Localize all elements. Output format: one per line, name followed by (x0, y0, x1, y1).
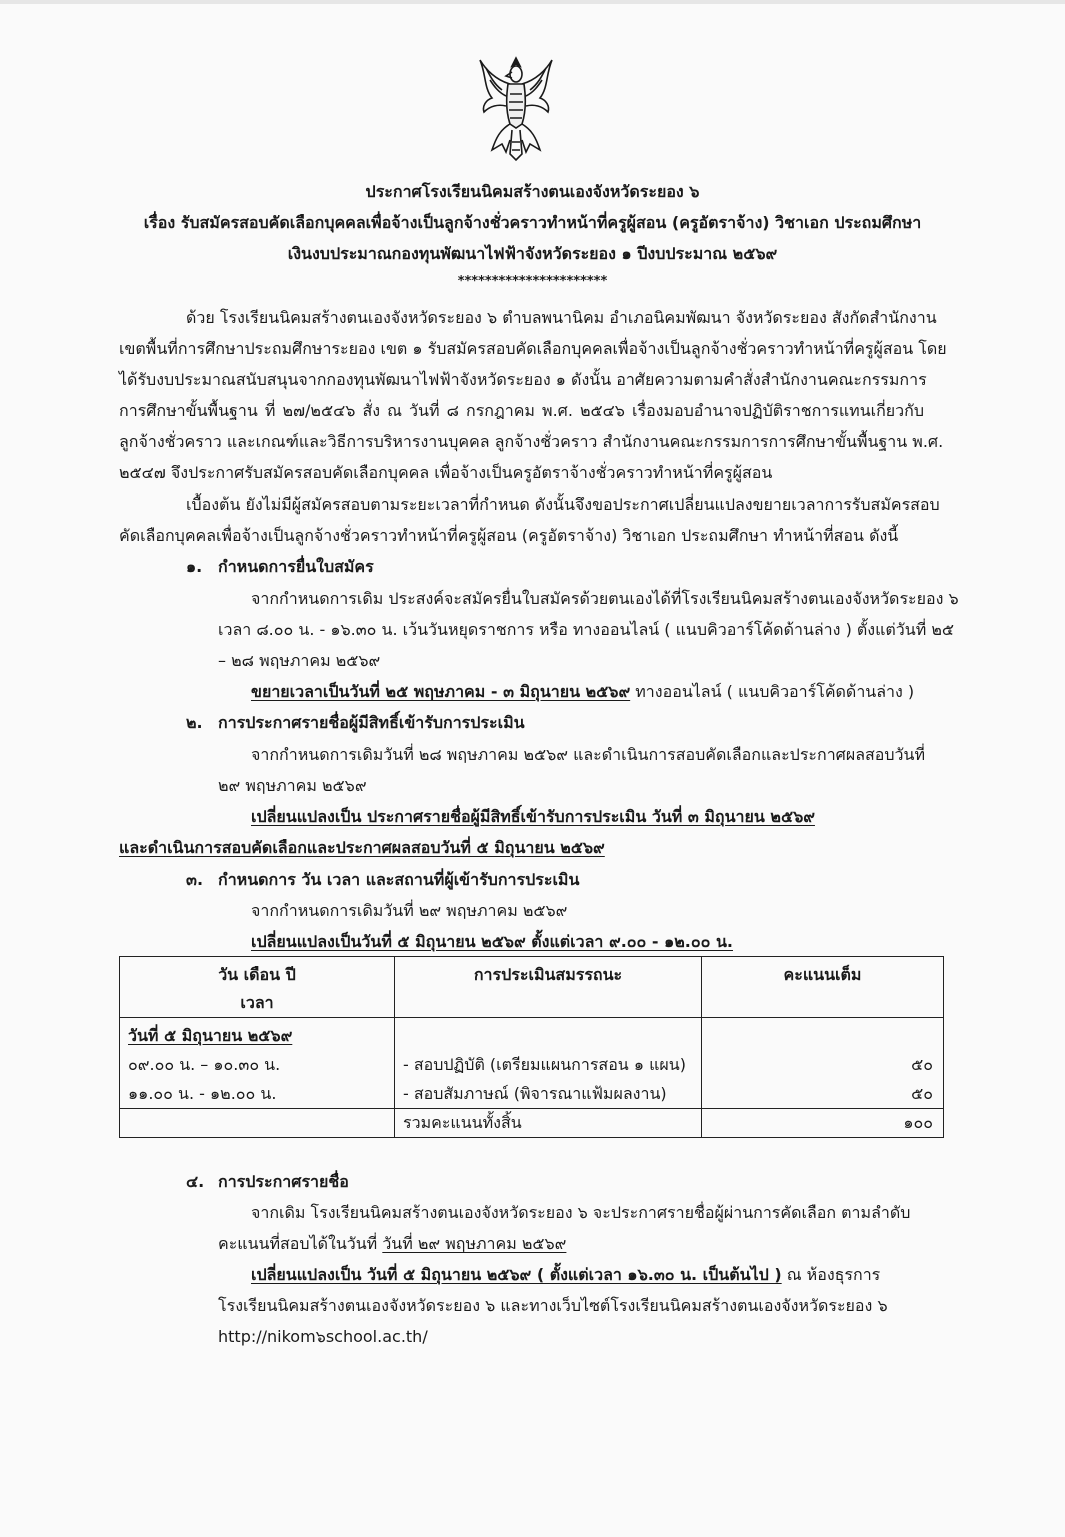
practical-exam: - สอบปฏิบัติ (เตรียมแผนการสอน ๑ แผน) (403, 1055, 686, 1074)
announcement-subject: เรื่อง รับสมัครสอบคัดเลือกบุคคลเพื่อจ้างเป็นลูกจ้างชั่วคราวทำหน้าที่ครูผู้สอน (ครูอัตราจ้าง) วิชาเอก ประถมศึกษา (143, 213, 922, 232)
section4-number: ๔. (186, 1172, 205, 1191)
school-website-link[interactable]: http://nikom๖school.ac.th/ (218, 1327, 428, 1346)
table-header-row (120, 957, 944, 1018)
section4-line-2 (218, 1233, 566, 1255)
header-time: เวลา (240, 993, 274, 1012)
para2-line-1: เบื้องต้น ยังไม่มีผู้สมัครสอบตามระยะเวลาที่กำหนด ดังนั้นจึงขอประกาศเปลี่ยนแปลงขยายเวลาการรับสมัครสอบ (186, 495, 940, 514)
section1-line-1: จากกำหนดการเดิม ประสงค์จะสมัครยื่นใบสมัครด้วยตนเองได้ที่โรงเรียนนิคมสร้างตนเองจังหวัดระยอง ๖ (251, 589, 959, 608)
section1-change-bold: ขยายเวลาเป็นวันที่ ๒๕ พฤษภาคม - ๓ มิถุนายน ๒๕๖๙ (251, 682, 631, 701)
announcement-title: ประกาศโรงเรียนนิคมสร้างตนเองจังหวัดระยอง ๖ (365, 182, 700, 201)
section1-change (251, 681, 914, 703)
intro-line-1: ด้วย โรงเรียนนิคมสร้างตนเองจังหวัดระยอง ๖ ตำบลพนานิคม อำเภอนิคมพัฒนา จังหวัดระยอง สังกัดสำนักงาน (186, 308, 937, 327)
title-separator: ********************** (457, 274, 608, 289)
announcement-budget: เงินงบประมาณกองทุนพัฒนาไฟฟ้าจังหวัดระยอง ๑ ปีงบประมาณ ๒๕๖๙ (287, 244, 778, 263)
section2-line-2: ๒๙ พฤษภาคม ๒๕๖๙ (218, 776, 367, 795)
header-date-time (120, 957, 395, 1018)
interview-exam: - สอบสัมภาษณ์ (พิจารณาแฟ้มผลงาน) (403, 1084, 667, 1103)
interview-score: ๕๐ (911, 1084, 933, 1103)
section2-heading: การประกาศรายชื่อผู้มีสิทธิ์เข้ารับการประเมิน (218, 713, 525, 732)
intro-line-2: เขตพื้นที่การศึกษาประถมศึกษาระยอง เขต ๑ รับสมัครสอบคัดเลือกบุคคลเพื่อจ้างเป็นลูกจ้างชั่วคราวทำหน้าที่ครูผู้สอน โดย (119, 339, 947, 358)
section3-heading: กำหนดการ วัน เวลา และสถานที่ผู้เข้ารับการประเมิน (218, 870, 580, 889)
section3-change: เปลี่ยนแปลงเป็นวันที่ ๕ มิถุนายน ๒๕๖๙ ตั้งแต่เวลา ๙.๐๐ - ๑๒.๐๐ น. (251, 932, 733, 951)
competency-cell (395, 1018, 702, 1109)
section3-line: จากกำหนดการเดิมวันที่ ๒๙ พฤษภาคม ๒๕๖๙ (251, 901, 568, 920)
table-total-row (120, 1109, 944, 1138)
intro-line-6: ๒๕๔๗ จึงประกาศรับสมัครสอบคัดเลือกบุคคล เพื่อจ้างเป็นครูอัตราจ้างชั่วคราวทำหน้าที่ครูผู้สอน (119, 463, 773, 482)
section4-change (251, 1264, 880, 1286)
section4-line-2-pre: คะแนนที่สอบได้ในวันที่ (218, 1234, 383, 1253)
para2-line-2: คัดเลือกบุคคลเพื่อจ้างเป็นลูกจ้างชั่วคราวทำหน้าที่ครูผู้สอน (ครูอัตราจ้าง) วิชาเอก ประถมศึกษา ทำหน้าที่สอน ดังนี้ (119, 526, 899, 545)
date-time-cell (120, 1018, 395, 1109)
section2-number: ๒. (186, 713, 203, 732)
section4-line-1: จากเดิม โรงเรียนนิคมสร้างตนเองจังหวัดระยอง ๖ จะประกาศรายชื่อผู้ผ่านการคัดเลือก ตามลำดับ (251, 1203, 911, 1222)
section4-change-rest: ณ ห้องธุรการ (781, 1265, 881, 1284)
section2-line-1: จากกำหนดการเดิมวันที่ ๒๘ พฤษภาคม ๒๕๖๙ และดำเนินการสอบคัดเลือกและประกาศผลสอบวันที่ (251, 745, 926, 764)
section3-number: ๓. (186, 870, 204, 889)
score-cell (702, 1018, 944, 1109)
section1-number: ๑. (186, 557, 203, 576)
total-label: รวมคะแนนทั้งสิ้น (395, 1109, 702, 1138)
section1-heading: กำหนดการยื่นใบสมัคร (218, 557, 374, 576)
table-row (120, 1018, 944, 1109)
header-competency: การประเมินสมรรถนะ (395, 957, 702, 1018)
intro-line-5: ลูกจ้างชั่วคราว และเกณฑ์และวิธีการบริหารงานบุคคล ลูกจ้างชั่วคราว สำนักงานคณะกรรมการการศึกษาขั้นพื้นฐาน พ.ศ. (119, 432, 944, 451)
header-score: คะแนนเต็ม (702, 957, 944, 1018)
section1-line-3: – ๒๘ พฤษภาคม ๒๕๖๙ (218, 651, 381, 670)
exam-date: วันที่ ๕ มิถุนายน ๒๕๖๙ (128, 1026, 293, 1045)
practical-score: ๕๐ (911, 1055, 933, 1074)
time-slot-2: ๑๑.๐๐ น. - ๑๒.๐๐ น. (128, 1084, 277, 1103)
section1-line-2: เวลา ๘.๐๐ น. - ๑๖.๓๐ น. เว้นวันหยุดราชการ หรือ ทางออนไลน์ ( แนบคิวอาร์โค้ดด้านล่าง ) ตั้งแต่วันที่ ๒๕ (218, 620, 955, 639)
intro-line-3: ได้รับงบประมาณสนับสนุนจากกองทุนพัฒนาไฟฟ้าจังหวัดระยอง ๑ ดังนั้น อาศัยความตามคำสั่งสำนักงานคณะกรรมการ (119, 370, 927, 389)
section2-change-line-2: และดำเนินการสอบคัดเลือกและประกาศผลสอบวันที่ ๕ มิถุนายน ๒๕๖๙ (119, 838, 605, 857)
section1-change-rest: ทางออนไลน์ ( แนบคิวอาร์โค้ดด้านล่าง ) (630, 682, 915, 701)
section4-change-bold: เปลี่ยนแปลงเป็น วันที่ ๕ มิถุนายน ๒๕๖๙ ( ตั้งแต่เวลา ๑๖.๓๐ น. เป็นต้นไป ) (251, 1265, 782, 1284)
time-slot-1: ๐๙.๐๐ น. – ๑๐.๓๐ น. (128, 1055, 281, 1074)
header-date: วัน เดือน ปี (218, 965, 296, 984)
garuda-emblem-icon (476, 54, 556, 162)
assessment-table (119, 956, 944, 1138)
total-score: ๑๐๐ (702, 1109, 944, 1138)
section4-heading: การประกาศรายชื่อ (218, 1172, 349, 1191)
section4-line-4: โรงเรียนนิคมสร้างตนเองจังหวัดระยอง ๖ และทางเว็บไซต์โรงเรียนนิคมสร้างตนเองจังหวัดระยอง ๖ (218, 1296, 888, 1315)
section2-change-line-1: เปลี่ยนแปลงเป็น ประกาศรายชื่อผู้มีสิทธิ์เข้ารับการประเมิน วันที่ ๓ มิถุนายน ๒๕๖๙ (251, 807, 815, 826)
intro-line-4: การศึกษาขั้นพื้นฐาน ที่ ๒๗/๒๕๔๖ สั่ง ณ วันที่ ๘ กรกฎาคม พ.ศ. ๒๕๔๖ เรื่องมอบอำนาจปฏิบัติราชการแทนเกี่ยวกับ (119, 401, 924, 420)
page-top-edge (0, 0, 1065, 4)
section4-original-date: วันที่ ๒๙ พฤษภาคม ๒๕๖๙ (382, 1234, 567, 1253)
